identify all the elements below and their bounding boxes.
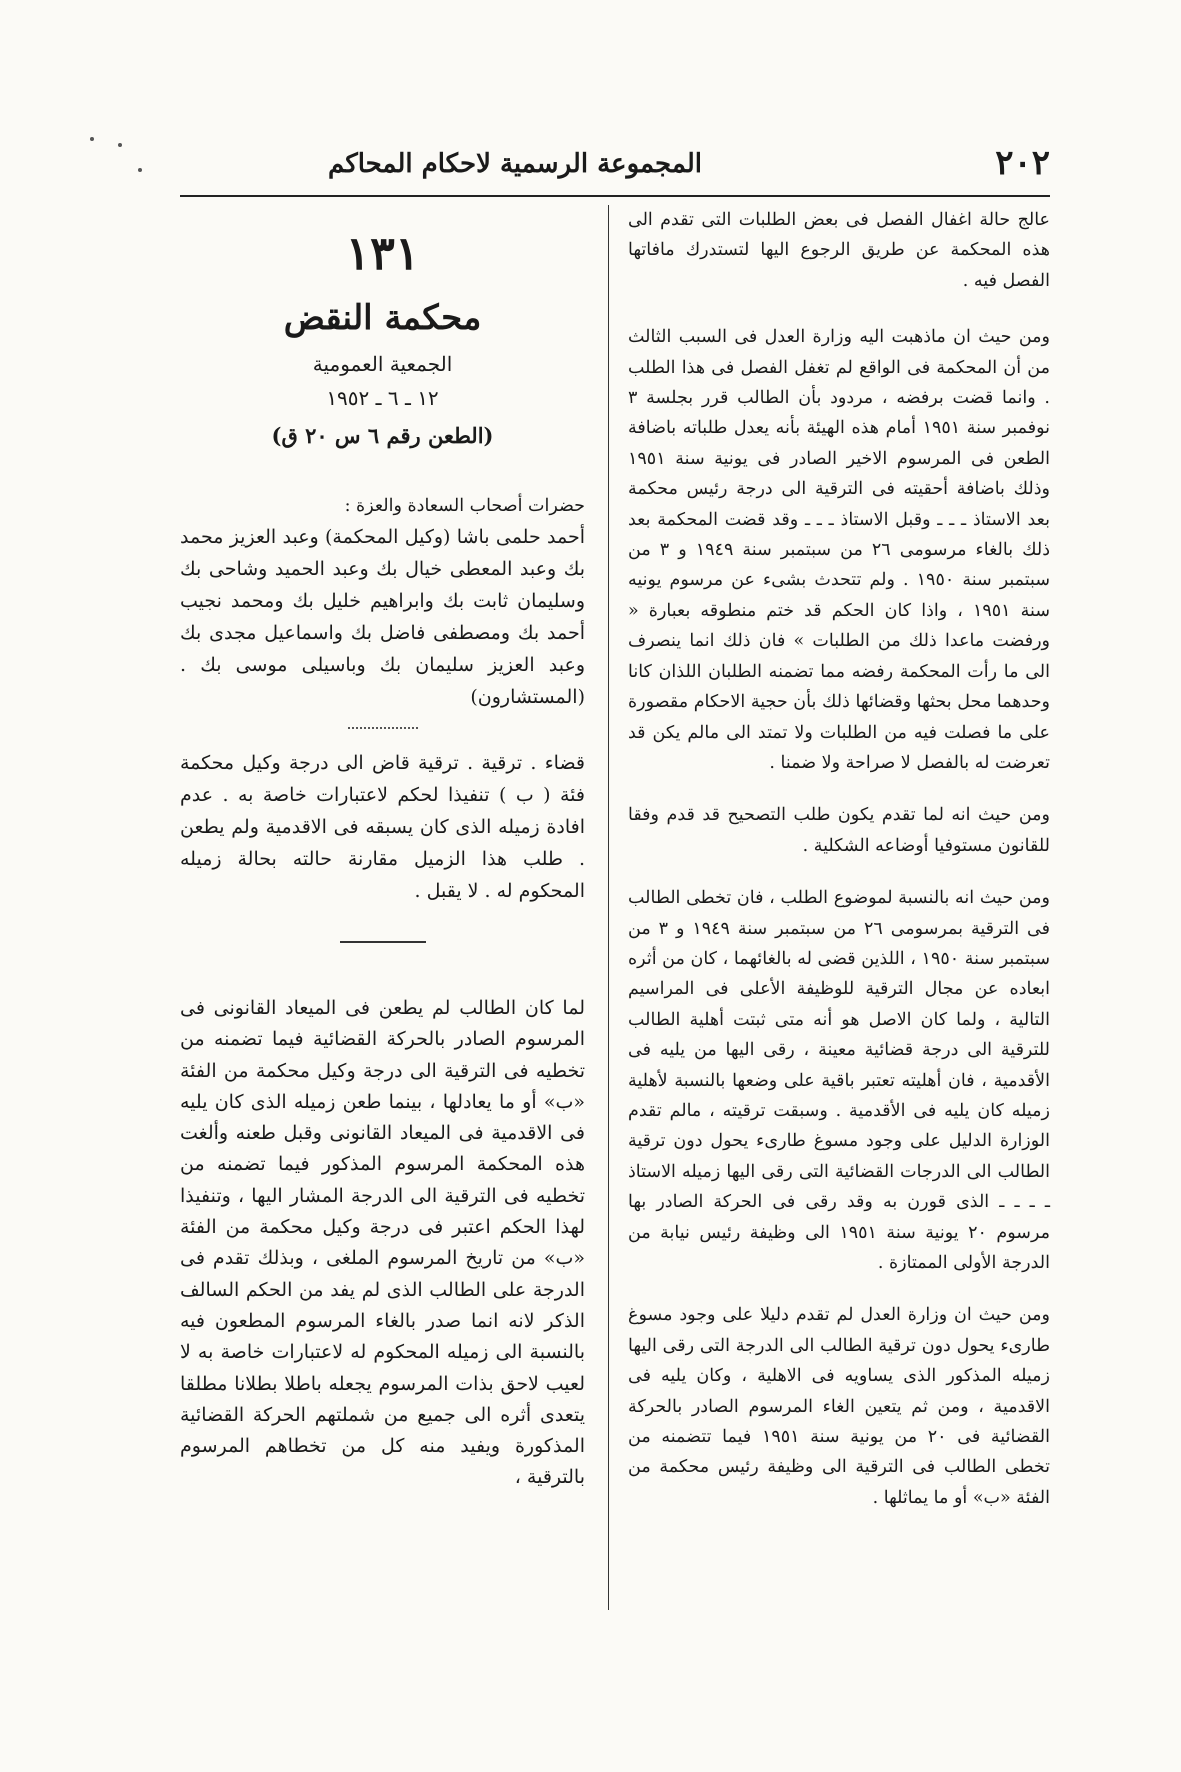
page-header bbox=[180, 135, 1050, 197]
margin-mark bbox=[90, 137, 94, 141]
paragraph: عالج حالة اغفال الفصل فى بعض الطلبات التى تقدم الى هذه المحكمة عن طريق الرجوع اليها لتستدرك مافاتها الفصل فيه . bbox=[628, 210, 1050, 291]
case-number: ١٣١ bbox=[345, 226, 420, 280]
section-separator bbox=[340, 941, 426, 943]
presence-intro: حضرات أصحاب السعادة والعزة : bbox=[344, 496, 585, 516]
ruling-date: ١٢ ـ ٦ ـ ١٩٥٢ bbox=[326, 386, 439, 410]
column-divider bbox=[608, 205, 609, 1610]
assembly-title: الجمعية العمومية bbox=[312, 352, 453, 376]
ruling-body: لما كان الطالب لم يطعن فى الميعاد القانونى فى المرسوم الصادر بالحركة القضائية فيما تضمنه من تخطيه فى الترقية الى درجة وكيل محكمة من الفئة «ب» أو ما يعادلها ، بينما طعن زميله الذى كان يليه فى الاقدمية فى الميعاد القانونى وقبل طعنه وألغت هذه المحكمة المرسوم المذكور فيما تضمنه من تخطيه فى الترقية الى الدرجة المشار اليها ، وتنفيذا لهذا الحكم اعتبر فى درجة وكيل محكمة من الفئة «ب» من تاريخ المرسوم الملغى ، وبذلك تقدم فى الدرجة على الطالب الذى لم يفد من الحكم السالف الذكر لانه انما صدر بالغاء المرسوم المطعون فيه بالنسبة الى زميله المحكوم له لاعتبارات خاصة به لا لعيب لاحق بذات المرسوم يجعله باطلا بطلانا مطلقا يتعدى أثره الى جميع من شملتهم الحركة القضائية المذكورة ويفيد منه كل من تخطاهم المرسوم بالترقية ، bbox=[180, 997, 585, 1489]
paragraph: ومن حيث ان وزارة العدل لم تقدم دليلا على وجود مسوغ طارىء يحول دون ترقية الطالب الى الدرجة التى رقى اليها زميله المذكور الذى يساويه فى الاهلية ، وكان يليه فى الاقدمية ، ومن ثم يتعين الغاء المرسوم الصادر بالحركة القضائية فى ٢٠ من يونية سنة ١٩٥١ فيما تتضمنه من تخطى الطالب فى الترقية الى وظيفة رئيس محكمة من الفئة «ب» أو ما يماثلها . bbox=[628, 1305, 1051, 1508]
appeal-number: (الطعن رقم ٦ س ٢٠ ق) bbox=[271, 423, 494, 448]
paragraph: ومن حيث انه لما تقدم يكون طلب التصحيح قد قدم وفقا للقانون مستوفيا أوضاعه الشكلية . bbox=[628, 805, 1050, 856]
margin-mark bbox=[118, 143, 122, 147]
court-name: محكمة النقض bbox=[283, 298, 482, 338]
paragraph: ومن حيث انه بالنسبة لموضوع الطلب ، فان تخطى الطالب فى الترقية بمرسومى ٢٦ من سبتمبر سنة ١٩٤٩ و ٣ من سبتمبر سنة ١٩٥٠ ، اللذين قضى له بالغائهما ، كان من أثره ابعاده عن مجال الترقية للوظيفة الأعلى فى المراسيم التالية ، ولما كان الاصل هو أنه متى ثبتت أهلية الطالب للترقية الى درجة قضائية معينة ، رقى اليها من يليه فى الأقدمية ، فان أهليته تعتبر باقية على وضعها بالنسبة لأهلية زميله كان يليه فى الأقدمية . وسبقت ترقيته ، مالم تقدم الوزارة الدليل على وجود مسوغ طارىء يحول دون ترقية الطالب الى الدرجات القضائية التى رقى اليها زميله الاستاذ ـ ـ ـ ـ الذى قورن به وقد رقى فى الحركة الصادر بها مرسوم ٢٠ يونية سنة ١٩٥١ الى وظيفة رئيس نيابة من الدرجة الأولى الممتازة . bbox=[628, 888, 1050, 1273]
paragraph: ومن حيث ان ماذهبت اليه وزارة العدل فى السبب الثالث من أن المحكمة فى الواقع لم تغفل الفصل فى هذا الطلب . وانما قضت برفضه ، مردود بأن الطالب قرر بجلسة ٣ نوفمبر سنة ١٩٥١ أمام هذه الهيئة بأنه يعدل طلباته باضافة الطعن فى المرسوم الاخير الصادر فى يونية سنة ١٩٥١ وذلك باضافة أحقيته فى الترقية الى درجة رئيس محكمة بعد الاستاذ ـ ـ ـ وقبل الاستاذ ـ ـ ـ وقد قضت المحكمة بعد ذلك بالغاء مرسومى ٢٦ من سبتمبر سنة ١٩٤٩ و ٣ من سبتمبر سنة ١٩٥٠ . ولم تتحدث بشىء عن مرسوم يونيه سنة ١٩٥١ ، واذا كان الحكم قد ختم منطوقه بعبارة « ورفضت ماعدا ذلك من الطلبات » فان ذلك انما ينصرف الى ما رأت المحكمة رفضه مما تضمنه الطلبان اللذان كانا وحدهما محل بحثها وقضائها ذلك بأن حجية الاحكام مقصورة على ما فصلت فيه من الطلبات ولا تمتد الى مالم يكن قد تعرضت له بالفصل لا صراحة ولا ضمنا . bbox=[628, 327, 1051, 773]
judges-list: أحمد حلمى باشا (وكيل المحكمة) وعبد العزيز محمد بك وعبد المعطى خيال بك وعبد الحميد وشاحى بك وسليمان ثابت بك وابراهيم خليل بك ومحمد نجيب أحمد بك ومصطفى فاضل بك واسماعيل مجدى بك وعبد العزيز سليمان بك وباسيلى موسى بك . (المستشارون) bbox=[180, 526, 585, 708]
margin-mark bbox=[138, 168, 142, 172]
left-column bbox=[180, 205, 585, 1494]
right-column bbox=[628, 205, 1050, 1535]
page-number: ٢٠٢ bbox=[995, 143, 1050, 183]
dotted-separator bbox=[348, 727, 418, 729]
running-title: المجموعة الرسمية لاحكام المحاكم bbox=[328, 149, 702, 179]
case-summary: قضاء . ترقية . ترقية قاض الى درجة وكيل محكمة فئة ( ب ) تنفيذا لحكم لاعتبارات خاصة به . عدم افادة زميله الذى كان يسبقه فى الاقدمية ولم يطعن . طلب هذا الزميل مقارنة حالته بحالة زميله المحكوم له . لا يقبل . bbox=[180, 752, 585, 902]
